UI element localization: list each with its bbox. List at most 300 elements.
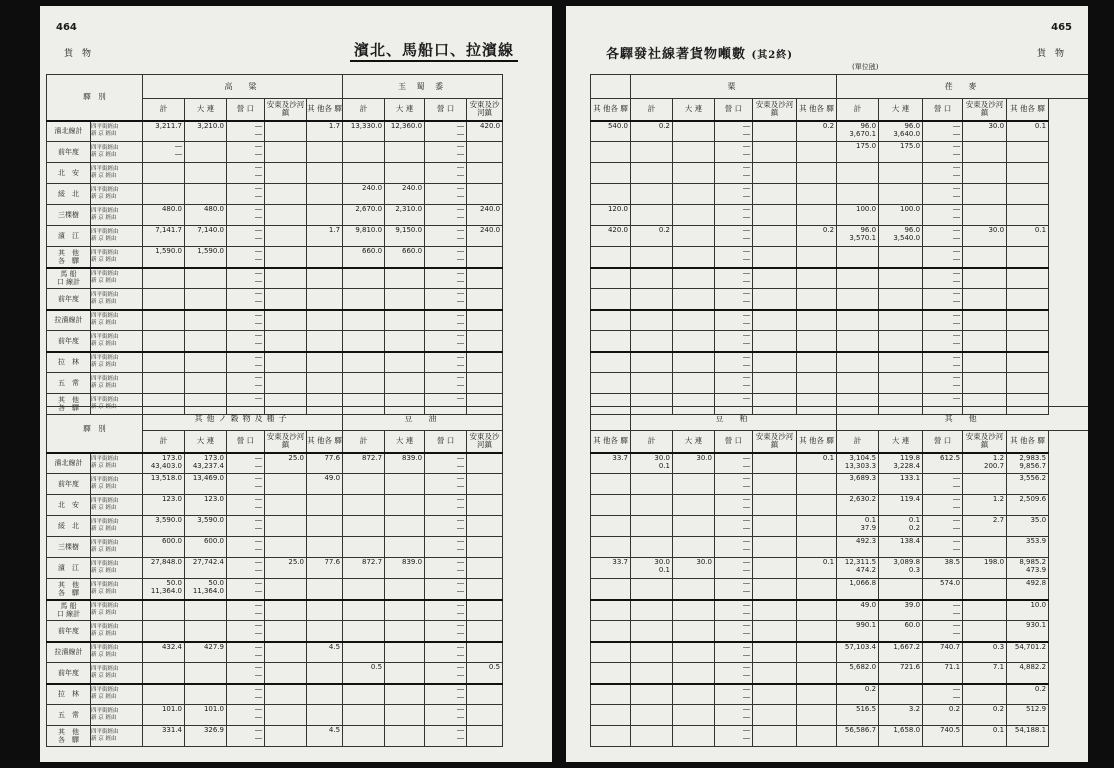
value-cell bbox=[797, 726, 837, 747]
value-cell bbox=[797, 495, 837, 516]
value-cell bbox=[591, 163, 631, 184]
value-cell: ― ― bbox=[923, 516, 963, 537]
group-header bbox=[591, 75, 631, 99]
value-cell bbox=[673, 537, 715, 558]
value-cell bbox=[265, 121, 307, 142]
table-row bbox=[47, 310, 551, 331]
column-header: 其 他各 驛 bbox=[1007, 99, 1049, 121]
value-cell bbox=[343, 474, 385, 495]
value-cell bbox=[143, 184, 185, 205]
value-cell: 480.0 bbox=[185, 205, 227, 226]
group-header: 豆 油 bbox=[343, 407, 503, 431]
table-row bbox=[47, 705, 551, 726]
value-cell bbox=[631, 205, 673, 226]
station-name: 濱 江 bbox=[47, 558, 91, 579]
value-cell bbox=[265, 579, 307, 600]
value-cell: 612.5 bbox=[923, 453, 963, 474]
column-header: 安東及沙河鎮 bbox=[963, 431, 1007, 453]
value-cell bbox=[265, 163, 307, 184]
value-cell: ― ― bbox=[923, 205, 963, 226]
table-row bbox=[47, 516, 551, 537]
table-row bbox=[591, 226, 1089, 247]
station-name: 北 安 bbox=[47, 163, 91, 184]
value-cell bbox=[265, 663, 307, 684]
value-cell bbox=[467, 558, 503, 579]
value-cell bbox=[753, 142, 797, 163]
value-cell bbox=[467, 289, 503, 310]
value-cell bbox=[879, 373, 923, 394]
value-cell bbox=[265, 537, 307, 558]
value-cell bbox=[265, 495, 307, 516]
value-cell bbox=[343, 600, 385, 621]
value-cell bbox=[385, 163, 425, 184]
value-cell bbox=[631, 642, 673, 663]
station-name: 馬 船 口 線計 bbox=[47, 600, 91, 621]
value-cell bbox=[797, 684, 837, 705]
route-label: 四平街經由 新 京 經由 bbox=[91, 142, 143, 163]
value-cell bbox=[467, 373, 503, 394]
table-row bbox=[591, 142, 1089, 163]
value-cell: ― ― bbox=[923, 373, 963, 394]
value-cell bbox=[467, 310, 503, 331]
value-cell bbox=[1007, 247, 1049, 268]
value-cell bbox=[1007, 352, 1049, 373]
value-cell bbox=[143, 684, 185, 705]
value-cell bbox=[631, 705, 673, 726]
value-cell bbox=[307, 310, 343, 331]
value-cell bbox=[467, 516, 503, 537]
value-cell bbox=[265, 726, 307, 747]
value-cell: ― ― bbox=[227, 684, 265, 705]
value-cell: 30.0 0.1 bbox=[631, 453, 673, 474]
value-cell bbox=[753, 474, 797, 495]
value-cell bbox=[591, 621, 631, 642]
value-cell bbox=[631, 684, 673, 705]
value-cell bbox=[963, 537, 1007, 558]
station-name: 濱北線計 bbox=[47, 453, 91, 474]
route-label: 四平街經由 新 京 經由 bbox=[91, 558, 143, 579]
table-row bbox=[591, 537, 1089, 558]
value-cell bbox=[307, 268, 343, 289]
route-label: 四平街經由 新 京 經由 bbox=[91, 537, 143, 558]
table-row bbox=[591, 373, 1089, 394]
value-cell: 1,066.8 bbox=[837, 579, 879, 600]
value-cell bbox=[1007, 184, 1049, 205]
value-cell: ― ― bbox=[425, 684, 467, 705]
value-cell: ― ― bbox=[425, 310, 467, 331]
value-cell: 0.1 bbox=[797, 558, 837, 579]
value-cell bbox=[879, 184, 923, 205]
value-cell bbox=[753, 163, 797, 184]
value-cell: ― ― bbox=[227, 474, 265, 495]
table-row bbox=[591, 726, 1089, 747]
value-cell: 39.0 bbox=[879, 600, 923, 621]
value-cell: 8,985.2 473.9 bbox=[1007, 558, 1049, 579]
value-cell: ― ― bbox=[227, 394, 265, 415]
column-header: 計 bbox=[631, 99, 673, 121]
value-cell: 30.0 bbox=[673, 453, 715, 474]
value-cell: ― ― bbox=[923, 394, 963, 415]
group-header bbox=[591, 407, 631, 431]
value-cell bbox=[307, 247, 343, 268]
value-cell bbox=[753, 726, 797, 747]
column-header: 營 口 bbox=[715, 431, 753, 453]
section-label-left: 貨 物 bbox=[64, 49, 92, 59]
value-cell: ― ― bbox=[425, 579, 467, 600]
value-cell bbox=[1007, 205, 1049, 226]
group-header: 荏 麥 bbox=[837, 75, 1088, 99]
value-cell: ― ― bbox=[923, 310, 963, 331]
value-cell: 71.1 bbox=[923, 663, 963, 684]
value-cell: 0.2 bbox=[631, 121, 673, 142]
table-row bbox=[591, 600, 1089, 621]
value-cell: 30.0 bbox=[963, 226, 1007, 247]
value-cell bbox=[591, 579, 631, 600]
value-cell: ― ― bbox=[425, 184, 467, 205]
value-cell bbox=[467, 184, 503, 205]
column-header: 計 bbox=[837, 431, 879, 453]
value-cell bbox=[963, 579, 1007, 600]
table-row bbox=[47, 600, 551, 621]
value-cell: ― ― bbox=[425, 537, 467, 558]
value-cell bbox=[837, 352, 879, 373]
value-cell bbox=[673, 163, 715, 184]
value-cell bbox=[185, 163, 227, 184]
value-cell bbox=[797, 268, 837, 289]
table-row bbox=[591, 184, 1089, 205]
table-row bbox=[47, 121, 551, 142]
value-cell bbox=[591, 310, 631, 331]
value-cell: 540.0 bbox=[591, 121, 631, 142]
value-cell: ― ― bbox=[227, 373, 265, 394]
value-cell bbox=[343, 579, 385, 600]
value-cell: 123.0 bbox=[185, 495, 227, 516]
table-row bbox=[47, 373, 551, 394]
value-cell bbox=[631, 600, 673, 621]
table-row bbox=[591, 310, 1089, 331]
column-header: 計 bbox=[837, 99, 879, 121]
value-cell bbox=[963, 474, 1007, 495]
column-header: 大 連 bbox=[673, 99, 715, 121]
value-cell: ― ― bbox=[715, 373, 753, 394]
value-cell: ― ― bbox=[715, 621, 753, 642]
table-row bbox=[591, 621, 1089, 642]
value-cell: ― ― bbox=[227, 142, 265, 163]
value-cell bbox=[673, 142, 715, 163]
station-name: 三棵樹 bbox=[47, 205, 91, 226]
value-cell bbox=[673, 184, 715, 205]
value-cell: 1,667.2 bbox=[879, 642, 923, 663]
table-row bbox=[591, 247, 1089, 268]
value-cell bbox=[343, 310, 385, 331]
value-cell: 1.2 200.7 bbox=[963, 453, 1007, 474]
value-cell bbox=[673, 726, 715, 747]
value-cell bbox=[467, 142, 503, 163]
value-cell bbox=[467, 642, 503, 663]
value-cell bbox=[307, 663, 343, 684]
value-cell bbox=[591, 663, 631, 684]
value-cell: ― ― bbox=[923, 621, 963, 642]
value-cell: 100.0 bbox=[837, 205, 879, 226]
page-number-left: 464 bbox=[56, 22, 77, 33]
column-header: 其 他各 驛 bbox=[307, 431, 343, 453]
value-cell: 2.7 bbox=[963, 516, 1007, 537]
value-cell: ― ― bbox=[425, 205, 467, 226]
value-cell bbox=[753, 289, 797, 310]
value-cell: 660.0 bbox=[385, 247, 425, 268]
station-name: 前年度 bbox=[47, 142, 91, 163]
value-cell bbox=[753, 247, 797, 268]
value-cell: 30.0 bbox=[963, 121, 1007, 142]
value-cell bbox=[385, 474, 425, 495]
value-cell bbox=[591, 268, 631, 289]
value-cell: ― ― bbox=[425, 331, 467, 352]
value-cell: ― ― bbox=[227, 184, 265, 205]
value-cell bbox=[753, 516, 797, 537]
value-cell: 13,330.0 bbox=[343, 121, 385, 142]
value-cell: 0.2 bbox=[1007, 684, 1049, 705]
value-cell: 9,810.0 bbox=[343, 226, 385, 247]
value-cell: ― ― bbox=[715, 121, 753, 142]
value-cell: 173.0 43,237.4 bbox=[185, 453, 227, 474]
value-cell bbox=[385, 142, 425, 163]
value-cell bbox=[307, 331, 343, 352]
value-cell bbox=[591, 537, 631, 558]
value-cell: 10.0 bbox=[1007, 600, 1049, 621]
table-row bbox=[591, 516, 1089, 537]
value-cell bbox=[673, 226, 715, 247]
value-cell bbox=[143, 289, 185, 310]
value-cell bbox=[343, 142, 385, 163]
route-label: 四平街經由 新 京 經由 bbox=[91, 495, 143, 516]
value-cell bbox=[797, 516, 837, 537]
table-row bbox=[47, 184, 551, 205]
value-cell: 54,188.1 bbox=[1007, 726, 1049, 747]
value-cell bbox=[673, 600, 715, 621]
value-cell: ― ― bbox=[923, 600, 963, 621]
value-cell: 101.0 bbox=[185, 705, 227, 726]
route-label: 四平街經由 新 京 經由 bbox=[91, 268, 143, 289]
right-table-top bbox=[590, 74, 1088, 415]
route-label: 四平街經由 新 京 經由 bbox=[91, 642, 143, 663]
right-table-bottom bbox=[590, 406, 1088, 747]
value-cell bbox=[673, 705, 715, 726]
value-cell: 574.0 bbox=[923, 579, 963, 600]
value-cell: ― ― bbox=[227, 663, 265, 684]
value-cell bbox=[879, 289, 923, 310]
value-cell: ― ― bbox=[715, 226, 753, 247]
value-cell bbox=[631, 310, 673, 331]
value-cell bbox=[797, 642, 837, 663]
value-cell bbox=[673, 663, 715, 684]
value-cell: 1.2 bbox=[963, 495, 1007, 516]
value-cell bbox=[837, 268, 879, 289]
value-cell: 0.1 bbox=[1007, 226, 1049, 247]
value-cell bbox=[1007, 289, 1049, 310]
value-cell bbox=[673, 579, 715, 600]
value-cell: ― ― bbox=[715, 310, 753, 331]
value-cell bbox=[185, 600, 227, 621]
value-cell bbox=[879, 247, 923, 268]
page-title-right-main: 各驛發社線著貨物噸數 bbox=[606, 47, 747, 62]
value-cell bbox=[673, 352, 715, 373]
value-cell bbox=[185, 184, 227, 205]
column-header: 大 連 bbox=[673, 431, 715, 453]
value-cell: ― ― bbox=[923, 474, 963, 495]
value-cell: ― ― bbox=[715, 705, 753, 726]
table-row bbox=[591, 495, 1089, 516]
value-cell: ― ― bbox=[923, 352, 963, 373]
value-cell: ― ― bbox=[923, 289, 963, 310]
column-header: 計 bbox=[343, 99, 385, 121]
value-cell bbox=[265, 205, 307, 226]
value-cell: ― ― bbox=[425, 352, 467, 373]
value-cell bbox=[837, 163, 879, 184]
value-cell bbox=[591, 142, 631, 163]
value-cell bbox=[797, 184, 837, 205]
value-cell: 101.0 bbox=[143, 705, 185, 726]
value-cell: 990.1 bbox=[837, 621, 879, 642]
value-cell: 480.0 bbox=[143, 205, 185, 226]
value-cell bbox=[797, 163, 837, 184]
value-cell: ― ― bbox=[227, 163, 265, 184]
value-cell bbox=[343, 642, 385, 663]
value-cell bbox=[343, 289, 385, 310]
value-cell bbox=[385, 705, 425, 726]
value-cell bbox=[343, 516, 385, 537]
value-cell bbox=[879, 331, 923, 352]
value-cell: ― ― bbox=[715, 537, 753, 558]
route-label: 四平街經由 新 京 經由 bbox=[91, 579, 143, 600]
value-cell: ― ― bbox=[923, 537, 963, 558]
value-cell bbox=[753, 663, 797, 684]
value-cell bbox=[753, 537, 797, 558]
value-cell bbox=[1007, 331, 1049, 352]
value-cell bbox=[307, 537, 343, 558]
value-cell bbox=[143, 663, 185, 684]
value-cell bbox=[467, 495, 503, 516]
station-name: 綏 北 bbox=[47, 184, 91, 205]
value-cell bbox=[265, 705, 307, 726]
table-row bbox=[591, 121, 1089, 142]
value-cell bbox=[591, 184, 631, 205]
value-cell: ― ― bbox=[227, 579, 265, 600]
value-cell: 33.7 bbox=[591, 558, 631, 579]
value-cell bbox=[673, 205, 715, 226]
value-cell: ― ― bbox=[923, 268, 963, 289]
value-cell bbox=[307, 373, 343, 394]
route-label: 四平街經由 新 京 經由 bbox=[91, 516, 143, 537]
value-cell bbox=[591, 642, 631, 663]
value-cell bbox=[307, 600, 343, 621]
station-name: 拉 林 bbox=[47, 684, 91, 705]
value-cell bbox=[631, 247, 673, 268]
page-title-right bbox=[606, 43, 793, 62]
value-cell: 25.0 bbox=[265, 558, 307, 579]
value-cell bbox=[265, 684, 307, 705]
value-cell: 5,682.0 bbox=[837, 663, 879, 684]
route-label: 四平街經由 新 京 經由 bbox=[91, 373, 143, 394]
value-cell bbox=[265, 352, 307, 373]
value-cell: 0.5 bbox=[343, 663, 385, 684]
value-cell: 721.6 bbox=[879, 663, 923, 684]
value-cell bbox=[837, 289, 879, 310]
value-cell: 138.4 bbox=[879, 537, 923, 558]
value-cell bbox=[307, 516, 343, 537]
route-label: 四平街經由 新 京 經由 bbox=[91, 474, 143, 495]
route-label: 四平街經由 新 京 經由 bbox=[91, 226, 143, 247]
value-cell: 38.5 bbox=[923, 558, 963, 579]
value-cell: 740.5 bbox=[923, 726, 963, 747]
value-cell bbox=[185, 352, 227, 373]
value-cell bbox=[797, 579, 837, 600]
value-cell bbox=[591, 373, 631, 394]
value-cell: ― ― bbox=[715, 142, 753, 163]
route-label: 四平街經由 新 京 經由 bbox=[91, 205, 143, 226]
value-cell bbox=[467, 453, 503, 474]
value-cell bbox=[185, 310, 227, 331]
value-cell bbox=[307, 705, 343, 726]
station-column-header: 驛 別 bbox=[47, 407, 143, 453]
value-cell: 240.0 bbox=[467, 226, 503, 247]
value-cell: 35.0 bbox=[1007, 516, 1049, 537]
page-title-left: 濱北、馬船口、拉濱線 bbox=[350, 39, 518, 62]
value-cell: ― ― bbox=[425, 495, 467, 516]
unit-label: (單位瓲) bbox=[852, 63, 879, 71]
value-cell: ― ― bbox=[715, 663, 753, 684]
value-cell bbox=[265, 331, 307, 352]
value-cell bbox=[879, 579, 923, 600]
value-cell: 839.0 bbox=[385, 453, 425, 474]
value-cell: ― ― bbox=[227, 121, 265, 142]
value-cell bbox=[797, 537, 837, 558]
value-cell: ― ― bbox=[715, 268, 753, 289]
value-cell bbox=[185, 268, 227, 289]
value-cell: 2,670.0 bbox=[343, 205, 385, 226]
value-cell: 175.0 bbox=[837, 142, 879, 163]
value-cell bbox=[837, 247, 879, 268]
value-cell: 839.0 bbox=[385, 558, 425, 579]
table-row bbox=[591, 579, 1089, 600]
table-row bbox=[47, 663, 551, 684]
value-cell bbox=[1007, 373, 1049, 394]
value-cell bbox=[591, 705, 631, 726]
table-row bbox=[47, 289, 551, 310]
station-name: 拉濱線計 bbox=[47, 310, 91, 331]
value-cell: ― ― bbox=[227, 558, 265, 579]
value-cell bbox=[307, 352, 343, 373]
value-cell bbox=[185, 663, 227, 684]
value-cell: 2,630.2 bbox=[837, 495, 879, 516]
right-page bbox=[566, 6, 1088, 762]
value-cell: ― ― bbox=[227, 247, 265, 268]
value-cell: 123.0 bbox=[143, 495, 185, 516]
value-cell: ― ― bbox=[923, 184, 963, 205]
column-header: 大 連 bbox=[879, 431, 923, 453]
table-row bbox=[47, 621, 551, 642]
value-cell: 0.1 bbox=[963, 726, 1007, 747]
table-row bbox=[591, 268, 1089, 289]
value-cell bbox=[591, 495, 631, 516]
column-header: 營 口 bbox=[923, 431, 963, 453]
column-header: 計 bbox=[631, 431, 673, 453]
value-cell: 12,360.0 bbox=[385, 121, 425, 142]
value-cell bbox=[343, 705, 385, 726]
page-number-right: 465 bbox=[1051, 22, 1072, 33]
value-cell bbox=[631, 289, 673, 310]
table-row bbox=[591, 331, 1089, 352]
value-cell: 0.1 0.2 bbox=[879, 516, 923, 537]
